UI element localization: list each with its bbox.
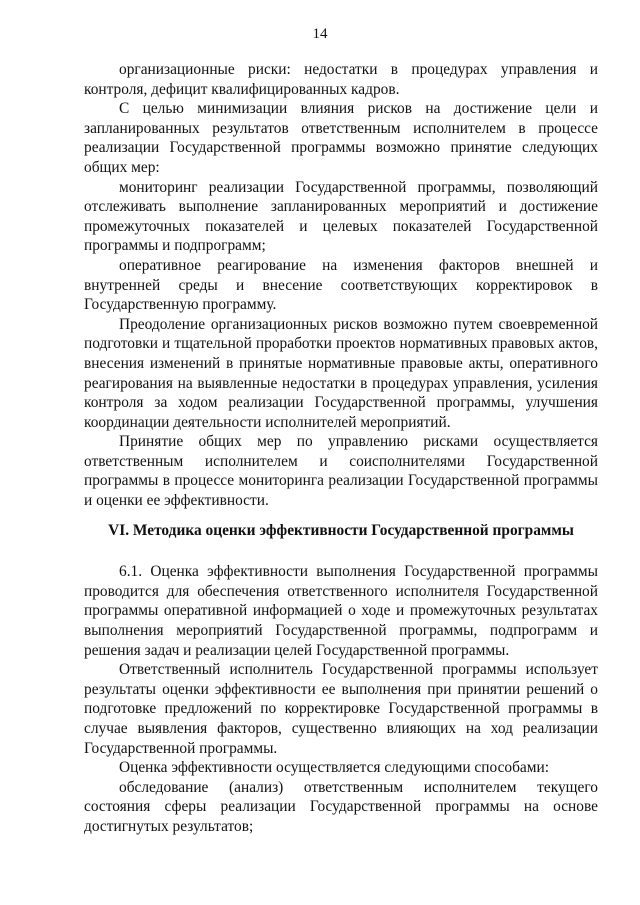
paragraph: С целью минимизации влияния рисков на достижение цели и запланированных результатов ответственным исполнителем в процессе реализации Государственной программы возможно принятие следующих общих мер: — [84, 100, 598, 176]
paragraph: Ответственный исполнитель Государственной программы использует результаты оценки эффективности ее выполнения при принятии решений о подготовке предложений по корректировке Государственной программы в случае выявления факторов, существенно влияющих на ход реализации Государственной программы. — [84, 661, 598, 757]
paragraph: Преодоление организационных рисков возможно путем своевременной подготовки и тщательной проработки проектов нормативных правовых актов, внесения изменений в принятые нормативные правовые акты, оперативного реагирования на выявленные недостатки в процедурах управления, усиления контроля за ходом реализации Государственной программы, улучшения координации деятельности исполнителей мероприятий. — [84, 315, 598, 431]
paragraph: оперативное реагирование на изменения факторов внешней и внутренней среды и внесение соответствующих корректировок в Государственную программу. — [84, 256, 598, 314]
paragraph: Оценка эффективности осуществляется следующими способами: — [119, 759, 550, 777]
paragraph: обследование (анализ) ответственным исполнителем текущего состояния сферы реализации Государственной программы на основе достигнутых результатов; — [84, 778, 598, 835]
paragraph: мониторинг реализации Государственной программы, позволяющий отслеживать выполнение запланированных мероприятий и достижение промежуточных показателей и целевых показателей Государственной программы и подпрограмм; — [84, 178, 598, 255]
paragraph: организационные риски: недостатки в процедурах управления и контроля, дефицит квалифицированных кадров. — [84, 61, 598, 98]
document-body — [84, 60, 598, 837]
paragraph: Принятие общих мер по управлению рисками осуществляется ответственным исполнителем и соисполнителями Государственной программы в процессе мониторинга реализации Государственной программы и оценки ее эффективности. — [84, 433, 598, 510]
page-number: 14 — [312, 26, 328, 42]
section-heading: VI. Методика оценки эффективности Государственной программы — [108, 521, 574, 539]
paragraph: 6.1. Оценка эффективности выполнения Государственной программы проводится для обеспечения ответственного исполнителя Государственной программы оперативной информацией о ходе и промежуточных результатах выполнения мероприятий Государственной программы, подпрограмм и решения задач и реализации целей Государственной программы. — [84, 563, 598, 659]
